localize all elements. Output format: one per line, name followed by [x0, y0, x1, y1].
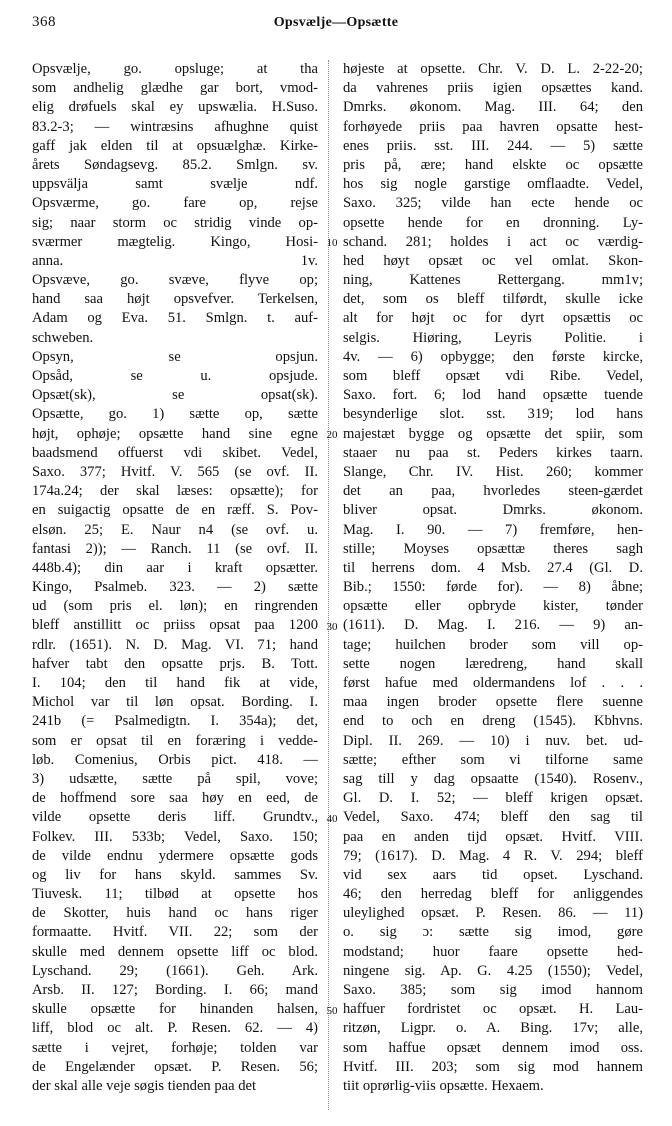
left-column-line: schweben. [32, 329, 94, 346]
right-column-line: 4v. — 6) opbygge; den første kircke, [343, 348, 643, 365]
left-column-line: gaff jak elden til at opsuælghæ. Kirke- [32, 137, 318, 154]
right-column-line: da vahrenes priis igien opsættes kand. [343, 80, 643, 97]
left-column-line: anna. 1v. [32, 252, 318, 269]
right-column-line: 46; den herredag bleff for anliggendes [343, 886, 643, 903]
left-column-line: Saxo. 377; Hvitf. V. 565 (se ovf. II. [32, 463, 318, 480]
right-column-line: Dmrks. økonom. Mag. III. 64; den [343, 99, 643, 116]
right-column-line: pris på, ære; hand elskte oc opsætte [343, 156, 643, 173]
left-column-line: sætte i vejret, forhøje; tolden var [32, 1039, 318, 1056]
right-column-line: sette nogen læredreng, hand skall [343, 655, 643, 672]
right-column-line: hos sig nogle garstige omflaadte. Vedel, [343, 176, 643, 193]
right-column-line: maa ingen broder opsette flere suenne [343, 694, 643, 711]
right-column-line: staaer nu paa st. Peders kirkes taarn. [343, 444, 643, 461]
right-column-line: opsette hende for en dronning. Ly- [343, 214, 643, 231]
left-column-line: der skal alle veje søgis tienden paa det [32, 1077, 257, 1094]
left-column-line: vilde opsette deris liff. Grundtv., [32, 809, 318, 826]
right-column-line: Hvitf. III. 203; som sig mod hannem [343, 1058, 643, 1075]
left-column-line: Arsb. II. 127; Bording. I. 66; mand [32, 982, 318, 998]
left-column-line: Kingo, Psalmeb. 323. — 2) sætte [32, 579, 318, 596]
left-column-line: sig; naar storm oc stridig vinde op- [32, 214, 318, 231]
left-column-line: elsøn. 25; E. Naur n4 (se ovf. u. [32, 521, 318, 538]
left-column [32, 60, 318, 1096]
left-column-line: de vilde endnu ydermere opsætte gods [32, 847, 318, 864]
right-column-line: som bleff opsæt vdi Ribe. Vedel, [343, 368, 643, 384]
left-column-line: hand saa højt opsvefver. Terkelsen, [32, 291, 318, 308]
left-column-line: 448b.4); din aar i kraft opsætter. [32, 559, 318, 576]
left-column-line: Adam og Eva. 51. Smlgn. t. auf- [32, 310, 318, 327]
right-column-line: enes priis. sst. III. 244. — 5) sætte [343, 137, 643, 154]
right-column-line: tage; huilchen broder som vill op- [343, 636, 643, 653]
left-column-line: elig drøfuels skal ey upswælia. H.Suso. [32, 99, 318, 116]
right-column-line: Saxo. fort. 6; lod hand opsætte tuende [343, 387, 643, 404]
right-column-line: forhøyede priis paa havren opsatte hest- [343, 118, 643, 135]
left-column-line: Opsvæve, go. svæve, flyve op; [32, 272, 318, 289]
left-column-line: fantasi 2)); — Ranch. 11 (se ovf. II. [32, 540, 318, 557]
page-number: 368 [32, 14, 56, 30]
left-column-line: højt, ophøje; opsætte hand sine egne [32, 425, 318, 442]
left-column-line: Opsåd, se u. opsjude. [32, 368, 318, 384]
left-column-line: 174a.24; der skal læses: opsætte); for [32, 483, 318, 500]
line-number: 40 [326, 812, 338, 825]
right-column-line: Saxo. 385; som sig imod hannom [343, 982, 643, 998]
left-column-line: en suigactig opsatte de en ræff. S. Pov- [32, 502, 318, 519]
right-column-line: først hafue med oldermandens lof . . . [343, 675, 643, 691]
left-column-line: Opsyn, se opsjun. [32, 348, 318, 365]
right-column-line: modstand; huor faare opsette hed- [343, 943, 643, 960]
left-column-line: Opsætte, go. 1) sætte op, sætte [32, 406, 318, 423]
page-header [0, 0, 672, 48]
left-column-line: 3) udsætte, sætte på spil, vove; [32, 770, 318, 787]
left-column-line: baadsmend offuerst vdi skibet. Vedel, [32, 444, 318, 461]
left-column-line: Opsvælje, go. opsluge; at tha [32, 61, 318, 77]
left-column-line: skulle opsætte for hinanden halsen, [32, 1001, 318, 1018]
right-column-line: selgis. Hiøring, Leyris Politie. i [343, 329, 643, 346]
left-column-line: de hoffmend sore saa høy en eed, de [32, 790, 318, 807]
line-number: 30 [326, 620, 338, 633]
left-column-line: 83.2-3; — wintræsins afhughne quist [32, 118, 318, 135]
left-column-line: Opsværme, go. fare op, rejse [32, 195, 318, 212]
right-column-line: majestæt bygge og opsætte det spiir, som [343, 425, 643, 442]
right-column-line: end to och en dreng (1545). Kbhvns. [343, 713, 643, 730]
left-column-line: bleff anstillitt oc priiss opsat paa 1200 [32, 617, 318, 634]
right-column-line: hed høyt opsæt oc vel omlat. Skon- [343, 252, 643, 269]
right-column-line: alt for højt oc for dyrt opsættis oc [343, 310, 643, 327]
left-column-line: 241b (= Psalmedigtn. I. 354a); det, [32, 713, 318, 730]
right-column-line: ningene sig. Ap. G. 4.25 (1550); Vedel, [343, 962, 643, 979]
left-column-line: Tiuvesk. 11; tilbød at opsette hos [32, 886, 318, 903]
left-column-line: hafver tabt den opsatte prjs. B. Tott. [32, 655, 318, 672]
left-column-line: Michol var til løn opsat. Bording. I. [32, 694, 318, 711]
right-column-line: som haffue opsæt dennem imod oss. [343, 1039, 643, 1056]
right-column-line: Vedel, Saxo. 474; bleff den sag til [343, 809, 643, 826]
left-column-line: som andhelig glædhe gar bort, vmod- [32, 80, 318, 97]
right-column-line: Bib.; 1550: førde for). — 8) åbne; [343, 579, 643, 596]
left-column-line: ud (som pris el. løn); en ringrenden [32, 598, 318, 615]
right-column-line: ritzøn, Ligpr. o. A. Bing. 17v; alle, [343, 1020, 643, 1037]
right-column-line: haffuer fordristet oc opsæt. H. Lau- [343, 1001, 643, 1018]
left-column-line: formaatte. Hvitf. VII. 22; som der [32, 924, 318, 941]
right-column-line: ning, Kattenes Rettergang. mm1v; [343, 272, 643, 289]
left-column-line: I. 104; den til hand fik at vide, [32, 675, 318, 691]
right-column-line: tiit oprørlig-viis opsætte. Hexaem. [343, 1077, 544, 1094]
right-column-line: Dipl. II. 269. — 10) i nuv. bet. ud- [343, 732, 643, 749]
right-column-line: sag till y dag opsaatte (1540). Rosenv., [343, 770, 643, 787]
left-column-line: liff, blod oc alt. P. Resen. 62. — 4) [32, 1020, 318, 1037]
left-column-line: uppsvälja samt svælje ndf. [32, 176, 318, 193]
column-divider [328, 60, 329, 1110]
right-column-line: Mag. I. 90. — 7) fremføre, hen- [343, 521, 643, 538]
left-column-line: løb. Comenius, Orbis pict. 418. — [32, 751, 318, 768]
right-column-line: o. sig ɔ: sætte sig imod, gøre [343, 924, 643, 941]
right-column-line: sætte; efther som vi tilforne same [343, 751, 643, 768]
left-column-line: og liv for hans skyld. sammes Sv. [32, 866, 318, 883]
left-column-line: skulle med dennem opsette liff oc blod. [32, 943, 318, 960]
left-column-line: Opsæt(sk), se opsat(sk). [32, 387, 318, 404]
right-column-line: paa en anden tijd opsæt. Hvitf. VIII. [343, 828, 643, 845]
right-column-line: til herrens dom. 4 Msb. 27.4 (Gl. D. [343, 559, 643, 576]
right-column-line: uleylighed opsæt. P. Resen. 86. — 11) [343, 905, 643, 922]
right-column-line: det an paa, hvorledes steen-gærdet [343, 483, 643, 500]
left-column-line: Folkev. III. 533b; Vedel, Saxo. 150; [32, 828, 318, 845]
right-column-line: schand. 281; holdes i act oc værdig- [343, 233, 643, 250]
right-column-line: Slange, Chr. IV. Hist. 260; kommer [343, 463, 643, 480]
left-column-line: sværmer mægtelig. Kingo, Hosi- [32, 233, 318, 250]
right-column-line: det, som os bleff tilførdt, skulle icke [343, 291, 643, 308]
right-column-line: bliver opsat. Dmrks. økonom. [343, 502, 643, 519]
left-column-line: de Engelænder opsæt. P. Resen. 56; [32, 1058, 318, 1075]
right-column-line: højeste at opsette. Chr. V. D. L. 2-22-20; [343, 61, 643, 77]
right-column-line: 79; (1617). D. Mag. 4 R. V. 294; bleff [343, 847, 643, 864]
right-column [343, 60, 643, 1096]
right-column-line: vid sex aars tid opset. Lyschand. [343, 866, 643, 883]
left-column-line: årets Søndagsevg. 85.2. Smlgn. sv. [32, 156, 318, 173]
left-column-line: Lyschand. 29; (1661). Geh. Ark. [32, 962, 318, 979]
left-column-line: som er opsat til en foræring i vedde- [32, 732, 318, 749]
line-number: 50 [326, 1004, 338, 1017]
right-column-line: besynderlige slot. sst. 319; lod hans [343, 406, 643, 423]
right-column-line: (1611). D. Mag. I. 216. — 9) an- [343, 617, 643, 634]
right-column-line: stille; Moyses opsættæ theres sagh [343, 540, 643, 557]
line-number: 10 [326, 236, 338, 249]
right-column-line: opsætte eller opbryde kister, tønder [343, 598, 643, 615]
running-head: Opsvælje—Opsætte [273, 15, 399, 30]
left-column-line: de Skotter, huis hand oc hans riger [32, 905, 318, 922]
right-column-line: Gl. D. I. 52; — bleff krigen opsæt. [343, 790, 643, 807]
right-column-line: Saxo. 325; vilde han ecte hende oc [343, 195, 643, 212]
line-number: 20 [326, 428, 338, 441]
left-column-line: rdlr. (1651). N. D. Mag. VI. 71; hand [32, 636, 318, 653]
